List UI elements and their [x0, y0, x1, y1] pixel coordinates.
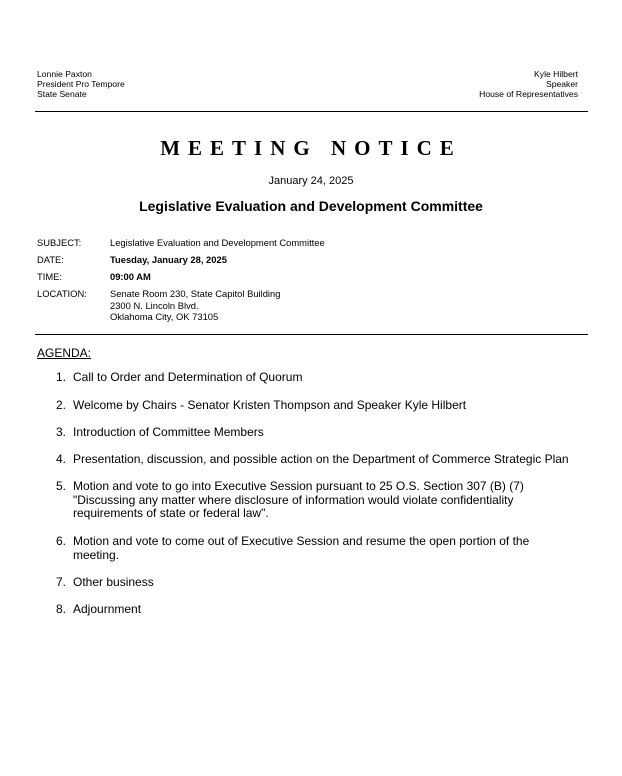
agenda-item-line: Adjournment: [73, 602, 142, 616]
agenda-item-number: 1.: [55, 370, 66, 384]
agenda-item-number: 4.: [55, 452, 66, 466]
agenda-item-number: 7.: [55, 575, 66, 589]
details-divider: [35, 334, 588, 335]
header-house-block: [479, 69, 578, 100]
subject-value: Legislative Evaluation and Development Committee: [110, 237, 325, 248]
committee-name: Legislative Evaluation and Development Committee: [139, 198, 483, 214]
agenda-item-text: [73, 371, 573, 385]
agenda-item-line: Welcome by Chairs - Senator Kristen Thompson and Speaker Kyle Hilbert: [73, 398, 467, 412]
header-divider: [35, 111, 588, 112]
agenda-item-number: 3.: [55, 425, 66, 439]
agenda-item-line: Introduction of Committee Members: [73, 425, 264, 439]
agenda-item-line: Presentation, discussion, and possible action on the Department of Commerce Strategic Plan: [73, 452, 569, 466]
agenda-item-text: [73, 480, 573, 521]
house-leader-title: Speaker: [545, 79, 578, 90]
agenda-item-line: "Discussing any matter where disclosure of information would violate confidentiality: [73, 492, 514, 507]
house-leader-name: Kyle Hilbert: [534, 69, 578, 79]
agenda-item-text: [73, 453, 573, 467]
agenda-item-text: [73, 603, 573, 617]
location-line: Oklahoma City, OK 73105: [110, 311, 219, 322]
location-line: 2300 N. Lincoln Blvd.: [110, 299, 199, 311]
page-title: MEETING NOTICE: [160, 136, 462, 160]
time-value: 09:00 AM: [110, 271, 151, 282]
notice-date: January 24, 2025: [268, 175, 354, 187]
location-label: LOCATION:: [37, 288, 87, 299]
agenda-item-line: Motion and vote to come out of Executive Session and resume the open portion of the: [73, 534, 530, 548]
date-label: DATE:: [37, 254, 64, 265]
agenda-item-line: Other business: [73, 575, 154, 589]
location-value: [110, 288, 280, 323]
agenda-item-line: meeting.: [73, 547, 120, 562]
agenda-item-line: Motion and vote to go into Executive Session pursuant to 25 O.S. Section 307 (B) (7): [73, 479, 524, 493]
agenda-item-text: [73, 535, 573, 562]
location-line: Senate Room 230, State Capitol Building: [110, 288, 281, 299]
agenda-item-number: 5.: [55, 479, 66, 493]
time-label: TIME:: [37, 271, 62, 282]
senate-leader-title: President Pro Tempore: [37, 79, 125, 90]
date-value: Tuesday, January 28, 2025: [110, 254, 227, 265]
agenda-item-number: 6.: [55, 534, 66, 548]
subject-label: SUBJECT:: [37, 237, 82, 248]
senate-leader-name: Lonnie Paxton: [37, 69, 92, 79]
agenda-item-number: 2.: [55, 398, 66, 412]
agenda-item-text: [73, 426, 573, 440]
agenda-item-text: [73, 399, 573, 413]
senate-chamber: State Senate: [37, 89, 87, 100]
agenda-title: AGENDA:: [37, 346, 92, 360]
agenda-item-line: requirements of state or federal law".: [73, 506, 269, 521]
agenda-item-text: [73, 576, 573, 590]
house-chamber: House of Representatives: [479, 89, 578, 100]
header-senate-block: [37, 69, 125, 100]
agenda-item-line: Call to Order and Determination of Quorum: [73, 370, 303, 384]
agenda-item-number: 8.: [55, 602, 66, 616]
